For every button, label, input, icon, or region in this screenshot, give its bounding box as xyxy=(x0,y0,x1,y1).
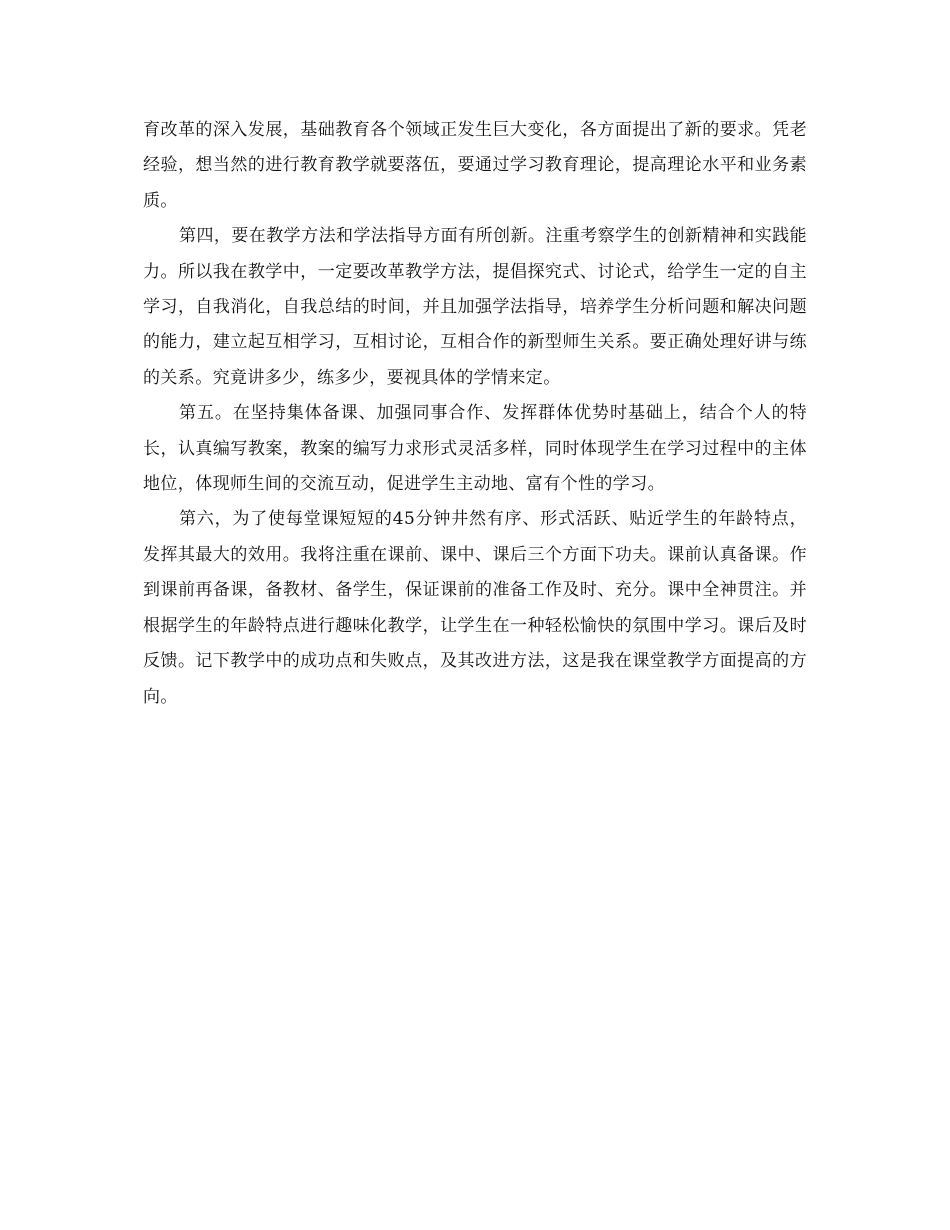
document-body xyxy=(143,113,807,715)
paragraph-continued: 育改革的深入发展，基础教育各个领域正发生巨大变化，各方面提出了新的要求。凭老经验，想当然的进行教育教学就要落伍，要通过学习教育理论，提高理论水平和业务素质。 xyxy=(143,120,807,211)
paragraph-fourth-point: 第四，要在教学方法和学法指导方面有所创新。注重考察学生的创新精神和实践能力。所以我在教学中，一定要改革教学方法，提倡探究式、讨论式，给学生一定的自主学习，自我消化，自我总结的时间，并且加强学法指导，培养学生分析问题和解决问题的能力，建立起互相学习，互相讨论，互相合作的新型师生关系。要正确处理好讲与练的关系。究竟讲多少，练多少，要视具体的学情来定。 xyxy=(143,226,807,388)
paragraph-fifth-point: 第五。在坚持集体备课、加强同事合作、发挥群体优势时基础上，结合个人的特长，认真编写教案，教案的编写力求形式灵活多样，同时体现学生在学习过程中的主体地位，体现师生间的交流互动，促进学生主动地、富有个性的学习。 xyxy=(143,403,807,495)
paragraph-sixth-point: 第六，为了使每堂课短短的45分钟井然有序、形式活跃、贴近学生的年龄特点，发挥其最大的效用。我将注重在课前、课中、课后三个方面下功夫。课前认真备课。作到课前再备课，备教材、备学生，保证课前的准备工作及时、充分。课中全神贯注。并根据学生的年龄特点进行趣味化教学，让学生在一种轻松愉快的氛围中学习。课后及时反馈。记下教学中的成功点和失败点，及其改进方法，这是我在课堂教学方面提高的方向。 xyxy=(143,509,807,707)
